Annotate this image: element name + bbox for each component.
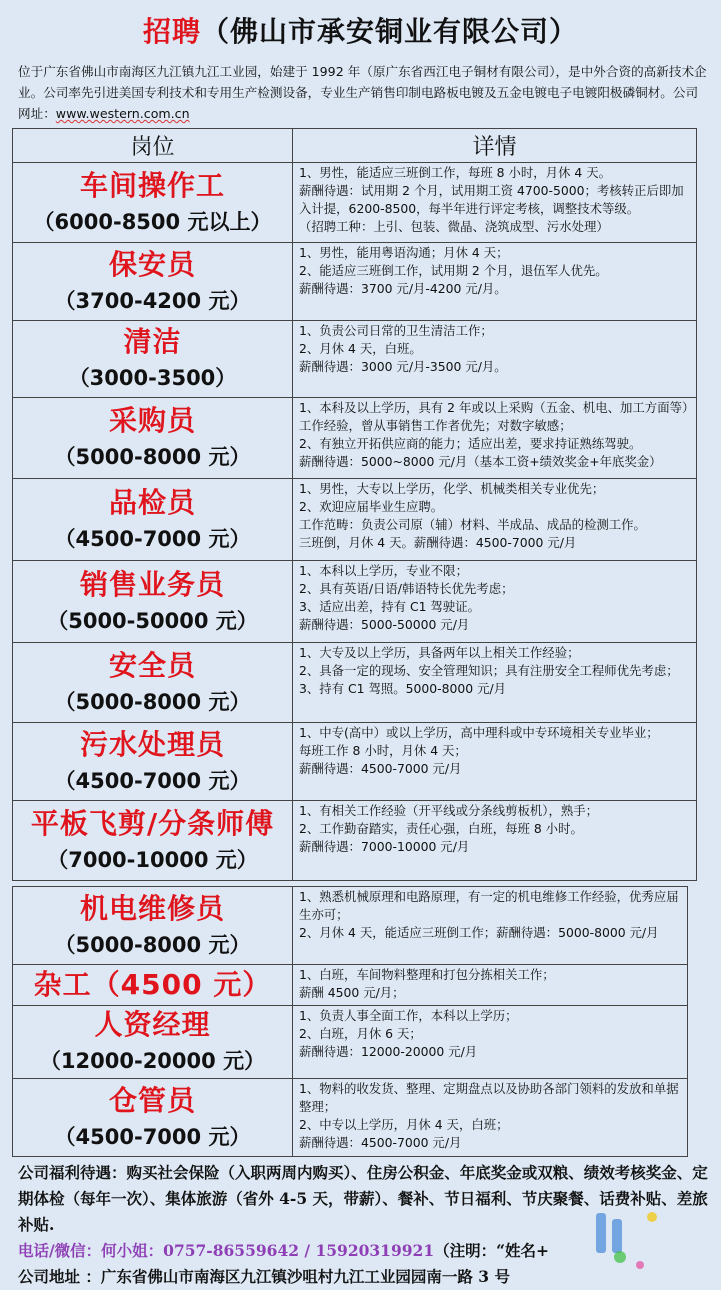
detail-line: 薪酬待遇：3700 元/月-4200 元/月。 bbox=[299, 281, 507, 296]
detail-line: 薪酬待遇：12000-20000 元/月 bbox=[299, 1044, 478, 1059]
detail-line: （招聘工种：上引、包装、微晶、浇筑成型、污水处理） bbox=[299, 219, 609, 234]
details-cell bbox=[293, 643, 697, 723]
page-title bbox=[0, 10, 721, 50]
header-position: 岗位 bbox=[13, 129, 293, 163]
position-cell bbox=[13, 801, 293, 881]
header-details: 详情 bbox=[293, 129, 697, 163]
position-name: 销售业务员 bbox=[79, 567, 225, 601]
position-salary: （5000-8000 元） bbox=[54, 932, 251, 957]
table-row bbox=[13, 643, 697, 723]
detail-line: 1、男性，能用粤语沟通；月休 4 天； bbox=[299, 245, 509, 260]
title-company: （佛山市承安铜业有限公司） bbox=[201, 15, 579, 48]
table-row bbox=[13, 801, 697, 881]
details-cell bbox=[293, 1006, 688, 1079]
benefits: 公司福利待遇：购买社会保险（入职两周内购买）、住房公积金、年底奖金或双粮、绩效考核奖金、定期体检（每年一次）、集体旅游（省外 4-5 天，带薪）、餐补、节日福利、节庆聚餐、话费补贴、差旅补贴. bbox=[18, 1163, 708, 1234]
intro-text: 位于广东省佛山市南海区九江镇九江工业园，始建于 1992 年（原广东省西江电子铜材有限公司），是中外合资的高新技术企业。公司率先引进美国专利技术和专用生产检测设备，专业生产销售印制电路板电镀及五金电镀电子电镀阳极磷铜材。公司网址： bbox=[18, 64, 707, 121]
position-cell bbox=[13, 723, 293, 801]
position-name: 人资经理 bbox=[94, 1008, 211, 1041]
contact-phone: 电话/微信：何小姐：0757-86559642 / 15920319921 bbox=[18, 1241, 435, 1260]
position-name: 机电维修员 bbox=[79, 891, 225, 925]
detail-line: 薪酬待遇：5000-50000 元/月 bbox=[299, 617, 470, 632]
detail-line: 1、中专(高中）或以上学历，高中理科或中专环境相关专业毕业； bbox=[299, 725, 659, 740]
detail-line: 薪酬待遇：试用期 2 个月，试用期工资 4700-5000；考核转正后即加入计提，6200-8500，每半年进行评定考核，调整技术等级。 bbox=[299, 183, 684, 216]
detail-line: 3、适应出差，持有 C1 驾驶证。 bbox=[299, 599, 480, 614]
position-cell bbox=[13, 643, 293, 723]
position-cell bbox=[13, 398, 293, 479]
details-cell bbox=[293, 1079, 688, 1157]
position-name: 平板飞剪/分条师傅 bbox=[30, 806, 275, 840]
table-row bbox=[13, 243, 697, 321]
title-highlight: 招聘 bbox=[142, 15, 201, 48]
position-cell bbox=[13, 561, 293, 643]
position-name: 采购员 bbox=[108, 404, 196, 437]
details-cell bbox=[293, 561, 697, 643]
detail-line: 工作范畴：负责公司原（辅）材料、半成品、成品的检测工作。 bbox=[299, 517, 646, 532]
details-cell bbox=[293, 801, 697, 881]
detail-line: 薪酬待遇：4500-7000 元/月 bbox=[299, 1135, 462, 1150]
position-salary: （12000-20000 元） bbox=[39, 1049, 266, 1073]
position-salary: （3700-4200 元） bbox=[54, 288, 251, 313]
detail-line: 2、白班，月休 6 天； bbox=[299, 1026, 422, 1041]
detail-line: 2、月休 4 天，能适应三班倒工作；薪酬待遇：5000-8000 元/月 bbox=[299, 925, 659, 940]
detail-line: 1、本科及以上学历，具有 2 年或以上采购（五金、机电、加工方面等）工作经验，曾从事销售工作者优先；对数字敏感； bbox=[299, 400, 689, 433]
position-salary: （5000-8000 元） bbox=[54, 689, 251, 714]
position-salary: （4500-7000 元） bbox=[54, 1124, 251, 1149]
position-salary: （4500-7000 元） bbox=[54, 768, 251, 793]
address: 公司地址 ：广东省佛山市南海区九江镇沙咀村九江工业园园南一路 3 号 bbox=[18, 1267, 510, 1286]
contact-note: （注明：“姓名+ bbox=[434, 1241, 550, 1260]
table-row bbox=[13, 561, 697, 643]
position-salary: （6000-8500 元以上） bbox=[33, 209, 272, 234]
detail-line: 2、欢迎应届毕业生应聘。 bbox=[299, 499, 444, 514]
detail-line: 3、持有 C1 驾照。5000-8000 元/月 bbox=[299, 681, 507, 696]
jobs-table bbox=[12, 128, 697, 881]
detail-line: 2、工作勤奋踏实，责任心强，白班，每班 8 小时。 bbox=[299, 821, 583, 836]
detail-line: 2、中专以上学历，月休 4 天，白班； bbox=[299, 1117, 509, 1132]
position-cell bbox=[13, 887, 293, 965]
position-salary: （5000-50000 元） bbox=[47, 608, 258, 633]
company-intro bbox=[18, 61, 708, 124]
details-cell bbox=[293, 243, 697, 321]
detail-line: 1、熟悉机械原理和电路原理，有一定的机电维修工作经验，优秀应届生亦可； bbox=[299, 889, 679, 922]
footer bbox=[18, 1160, 718, 1290]
detail-line: 1、男性，能适应三班倒工作，每班 8 小时，月休 4 天。 bbox=[299, 165, 611, 180]
position-salary: （3000-3500） bbox=[68, 366, 237, 390]
content-flow bbox=[0, 128, 721, 1290]
table-row bbox=[13, 723, 697, 801]
details-cell bbox=[293, 398, 697, 479]
position-cell bbox=[13, 1079, 293, 1157]
table-row bbox=[13, 887, 688, 965]
detail-line: 2、具备一定的现场、安全管理知识；具有注册安全工程师优先考虑； bbox=[299, 663, 679, 678]
detail-line: 2、具有英语/日语/韩语特长优先考虑； bbox=[299, 581, 514, 596]
position-name: 安全员 bbox=[108, 648, 196, 682]
detail-line: 2、有独立开拓供应商的能力；适应出差，要求持证熟练驾驶。 bbox=[299, 436, 642, 451]
position-name: 清洁 bbox=[123, 325, 182, 358]
detail-line: 1、物料的收发货、整理、定期盘点以及协助各部门领料的发放和单据整理； bbox=[299, 1081, 679, 1114]
detail-line: 2、月休 4 天，白班。 bbox=[299, 341, 422, 356]
table-row bbox=[13, 1079, 688, 1157]
position-cell bbox=[13, 1006, 293, 1079]
position-cell bbox=[13, 321, 293, 398]
table-header bbox=[13, 129, 697, 163]
position-name: 仓管员 bbox=[108, 1083, 196, 1117]
table-row bbox=[13, 965, 688, 1006]
details-cell bbox=[293, 723, 697, 801]
position-cell bbox=[13, 965, 293, 1006]
table-row bbox=[13, 398, 697, 479]
position-name: 车间操作工 bbox=[79, 168, 225, 202]
detail-line: 薪酬待遇：4500-7000 元/月 bbox=[299, 761, 462, 776]
table-row bbox=[13, 1006, 688, 1079]
detail-line: 1、负责人事全面工作，本科以上学历； bbox=[299, 1008, 518, 1023]
position-salary: （5000-8000 元） bbox=[54, 445, 251, 469]
position-cell bbox=[13, 163, 293, 243]
table-row bbox=[13, 479, 697, 561]
detail-line: 薪酬待遇：7000-10000 元/月 bbox=[299, 839, 470, 854]
table-row bbox=[13, 163, 697, 243]
detail-line: 2、能适应三班倒工作，试用期 2 个月，退伍军人优先。 bbox=[299, 263, 608, 278]
details-cell bbox=[293, 321, 697, 398]
detail-line: 1、大专及以上学历，具备两年以上相关工作经验； bbox=[299, 645, 580, 660]
detail-line: 薪酬待遇：3000 元/月-3500 元/月。 bbox=[299, 359, 507, 374]
detail-line: 薪酬 4500 元/月； bbox=[299, 985, 405, 1000]
detail-line: 1、有相关工作经验（开平线或分条线剪板机），熟手； bbox=[299, 803, 599, 818]
position-name: 品检员 bbox=[108, 485, 196, 519]
position-name: 污水处理员 bbox=[79, 727, 225, 761]
detail-line: 1、白班，车间物料整理和打包分拣相关工作； bbox=[299, 967, 555, 982]
position-salary: （7000-10000 元） bbox=[47, 847, 258, 872]
details-cell bbox=[293, 965, 688, 1006]
details-cell bbox=[293, 887, 688, 965]
position-name: 杂工（4500 元） bbox=[33, 968, 272, 1001]
details-cell bbox=[293, 163, 697, 243]
detail-line: 三班倒，月休 4 天。薪酬待遇：4500-7000 元/月 bbox=[299, 535, 577, 550]
table-row bbox=[13, 321, 697, 398]
detail-line: 1、男性，大专以上学历，化学、机械类相关专业优先； bbox=[299, 481, 605, 496]
detail-line: 1、本科以上学历，专业不限； bbox=[299, 563, 468, 578]
detail-line: 1、负责公司日常的卫生清洁工作； bbox=[299, 323, 493, 338]
detail-line: 每班工作 8 小时，月休 4 天； bbox=[299, 743, 467, 758]
position-name: 保安员 bbox=[108, 247, 196, 281]
position-salary: （4500-7000 元） bbox=[54, 526, 251, 551]
company-url[interactable]: www.western.com.cn bbox=[55, 106, 190, 121]
jobs-table-2 bbox=[12, 886, 688, 1157]
detail-line: 薪酬待遇：5000~8000 元/月（基本工资+绩效奖金+年底奖金） bbox=[299, 454, 662, 469]
details-cell bbox=[293, 479, 697, 561]
position-cell bbox=[13, 243, 293, 321]
position-cell bbox=[13, 479, 293, 561]
